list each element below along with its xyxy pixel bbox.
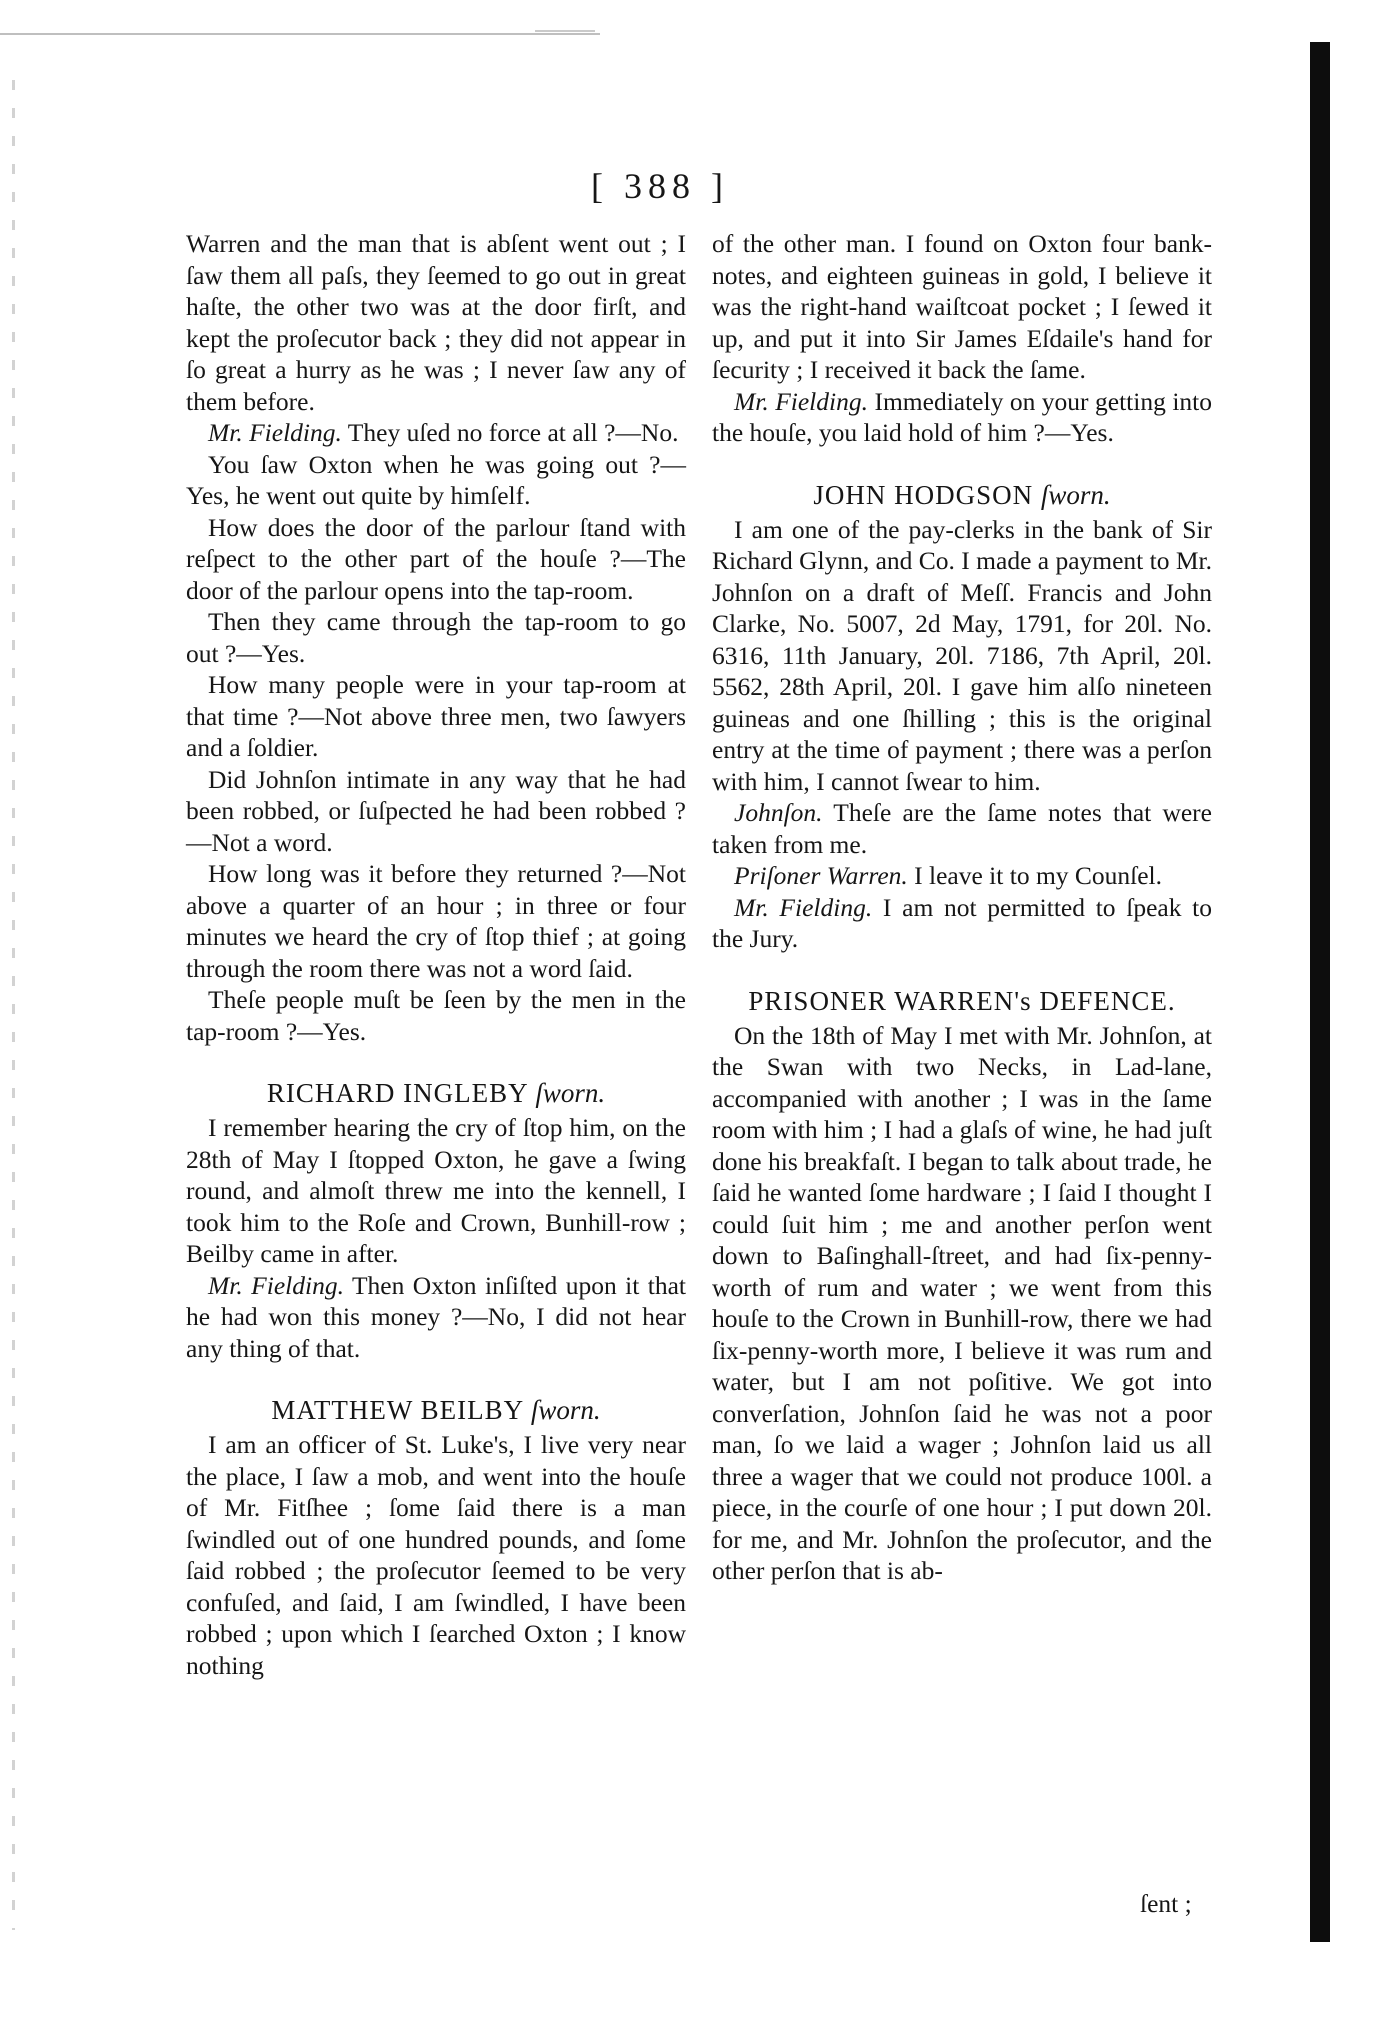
paragraph-text: Then Oxton inſiſted upon it that he had won this money ?—No, I did not hear any thing of that.	[186, 1270, 687, 1363]
testimony-paragraph	[186, 1270, 686, 1365]
paragraph-text: Theſe people muſt be ſeen by the men in the tap-room ?—Yes.	[186, 985, 686, 1046]
paragraph-text: Theſe are the ſame notes that were taken from me.	[712, 798, 1212, 859]
speaker-label: Priſoner Warren.	[734, 861, 908, 890]
paragraph-text: How does the door of the parlour ſtand with reſpect to the other part of the houſe ?—The door of the parlour opens into the tap-room.	[186, 512, 686, 605]
speaker-label: Mr. Fielding.	[208, 1270, 344, 1300]
paragraph-text: Immediately on your getting into the houſe, you laid hold of him ?—Yes.	[712, 386, 1212, 447]
speaker-label: Mr. Fielding.	[734, 386, 868, 416]
testimony-paragraph	[712, 797, 1212, 860]
paragraph-text: of the other man. I found on Oxton four bank-notes, and eighteen guineas in gold, I believe it was the right-hand waiſtcoat pocket ; I ſewed it up, and put it into Sir James Eſdaile's hand for ſecurity ; I received it back the ſame.	[712, 229, 1212, 384]
testimony-paragraph	[186, 228, 686, 417]
sworn-label: ſworn.	[1040, 479, 1111, 510]
testimony-paragraph	[712, 386, 1212, 449]
paragraph-text: How many people were in your tap-room at that time ?—Not above three men, two ſawyers and a ſoldier.	[186, 670, 686, 762]
speaker-label: Mr. Fielding.	[208, 418, 342, 447]
testimony-paragraph	[712, 860, 1212, 892]
testimony-paragraph	[712, 1020, 1212, 1587]
page-number: [ 388 ]	[591, 166, 729, 206]
paragraph-text: How long was it before they returned ?—Not above a quarter of an hour ; in three or four minutes we heard the cry of ſtop thief ; at going through the room there was not a word ſaid.	[186, 859, 686, 983]
testimony-paragraph	[186, 764, 686, 859]
paragraph-text: I leave it to my Counſel.	[914, 861, 1163, 890]
right-text-column	[712, 228, 1212, 1587]
testimony-paragraph	[186, 449, 686, 512]
catchword: ſent ;	[1140, 1889, 1192, 1918]
testimony-paragraph	[712, 228, 1212, 386]
paragraph-text: I remember hearing the cry of ſtop him, on the 28th of May I ſtopped Oxton, he gave a ſwing round, and almoſt threw me into the kennell, I took him to the Roſe and Crown, Bunhill-row ; Beilby came in after.	[186, 1113, 686, 1268]
witness-heading	[186, 1394, 686, 1427]
testimony-paragraph	[186, 984, 686, 1047]
top-edge-rule-fragment	[535, 30, 595, 32]
paragraph-text: I am not permitted to ſpeak to the Jury.	[712, 892, 1213, 953]
testimony-paragraph	[712, 892, 1212, 955]
testimony-paragraph	[186, 669, 686, 764]
witness-heading	[186, 1077, 686, 1110]
witness-heading	[712, 479, 1212, 512]
testimony-paragraph	[186, 512, 686, 607]
paragraph-text: I am one of the pay-clerks in the bank of Sir Richard Glynn, and Co. I made a payment to Mr. Johnſon on a draft of Meſſ. Francis and John Clarke, No. 5007, 2d May, 1791, for 20l. No. 6316, 11th January, 20l. 7186, 7th April, 20l. 5562, 28th April, 20l. I gave him alſo nineteen guineas and one ſhilling ; this is the original entry at the time of payment ; there was a perſon with him, I cannot ſwear to him.	[712, 514, 1212, 796]
paragraph-text: Warren and the man that is abſent went out ; I ſaw them all paſs, they ſeemed to go out in great haſte, the other two was at the door firſt, and kept the proſecutor back ; they did not appear in ſo great a hurry as he was ; I never ſaw any of them before.	[186, 229, 686, 416]
binding-edge-shadow	[1310, 42, 1330, 1942]
testimony-paragraph	[186, 858, 686, 984]
speaker-label: Mr. Fielding.	[734, 892, 873, 922]
witness-heading	[712, 985, 1212, 1018]
left-margin-marks	[12, 80, 15, 1930]
paragraph-text: I am an officer of St. Luke's, I live very near the place, I ſaw a mob, and went into the houſe of Mr. Fitſhee ; ſome ſaid there is a man ſwindled out of one hundred pounds, and ſome ſaid robbed ; the proſecutor ſeemed to be very confuſed, and ſaid, I am ſwindled, I have been robbed ; upon which I ſearched Oxton ; I know nothing	[186, 1430, 686, 1680]
paragraph-text: You ſaw Oxton when he was going out ?—Yes, he went out quite by himſelf.	[186, 449, 686, 510]
witness-name: MATTHEW BEILBY	[271, 1395, 524, 1425]
testimony-paragraph	[712, 514, 1212, 798]
paragraph-text: Did Johnſon intimate in any way that he had been robbed, or ſuſpected he had been robbed ?—Not a word.	[186, 764, 686, 857]
testimony-paragraph	[186, 417, 686, 449]
top-edge-rule	[0, 33, 600, 35]
sworn-label: ſworn.	[530, 1395, 601, 1425]
testimony-paragraph	[186, 606, 686, 669]
paragraph-text: Then they came through the tap-room to go out ?—Yes.	[186, 607, 686, 668]
speaker-label: Johnſon.	[734, 798, 823, 827]
left-text-column	[186, 228, 686, 1681]
testimony-paragraph	[186, 1112, 686, 1270]
witness-name: RICHARD INGLEBY	[266, 1078, 528, 1108]
sworn-label: ſworn.	[535, 1078, 606, 1108]
testimony-paragraph	[186, 1429, 686, 1681]
witness-name: JOHN HODGSON	[813, 479, 1034, 510]
witness-name: PRISONER WARREN's DEFENCE.	[748, 985, 1176, 1016]
paragraph-text: On the 18th of May I met with Mr. Johnſon, at the Swan with two Necks, in Lad-lane, accompanied with another ; I was in the ſame room with him ; I had a glaſs of wine, he had juſt done his breakfaſt. I began to talk about trade, he ſaid he wanted ſome hardware ; I ſaid I thought I could ſuit him ; me and another perſon went down to Baſinghall-ſtreet, and had ſix-penny-worth of rum and water ; we went from this houſe to the Crown in Bunhill-row, there we had ſix-penny-worth more, I believe it was rum and water, but I am not poſitive. We got into converſation, Johnſon ſaid he was not a poor man, ſo we laid a wager ; Johnſon laid us all three a wager that we could not produce 100l. a piece, in the courſe of one hour ; I put down 20l. for me, and Mr. Johnſon the proſecutor, and the other perſon that is ab-	[712, 1020, 1212, 1585]
paragraph-text: They uſed no force at all ?—No.	[347, 418, 679, 447]
